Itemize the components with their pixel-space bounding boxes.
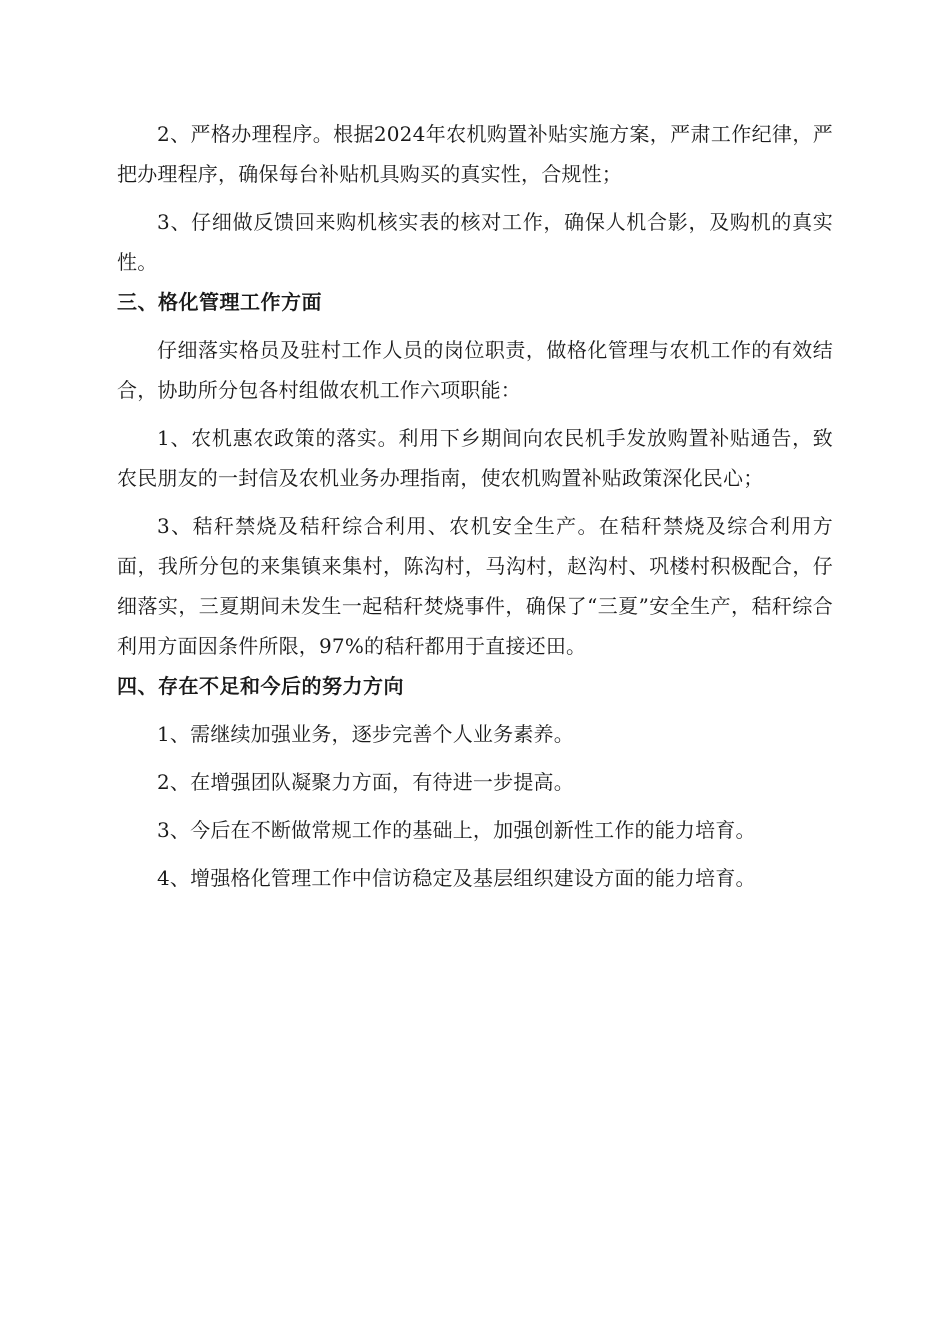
section3-item: 1、农机惠农政策的落实。利用下乡期间向农民机手发放购置补贴通告，致农民朋友的一封信及农机业务办理指南，使农机购置补贴政策深化民心； <box>117 426 833 490</box>
paragraph-procedure: 2、严格办理程序。根据2024年农机购置补贴实施方案，严肃工作纪律，严把办理程序，确保每台补贴机具购买的真实性，合规性； <box>117 122 833 186</box>
paragraph-verification: 3、仔细做反馈回来购机核实表的核对工作，确保人机合影，及购机的真实性。 <box>117 210 833 274</box>
section3-intro: 仔细落实格员及驻村工作人员的岗位职责，做格化管理与农机工作的有效结合，协助所分包各村组做农机工作六项职能： <box>117 338 833 402</box>
section-heading-shortcomings: 四、存在不足和今后的努力方向 <box>117 674 404 698</box>
document-page <box>117 114 833 898</box>
section4-item: 2、在增强团队凝聚力方面，有待进一步提高。 <box>157 770 574 794</box>
section3-item: 3、秸秆禁烧及秸秆综合利用、农机安全生产。在秸秆禁烧及综合利用方面，我所分包的来集镇来集村，陈沟村，马沟村，赵沟村、巩楼村积极配合，仔细落实，三夏期间未发生一起秸秆焚烧事件，确保了“三夏”安全生产，秸秆综合利用方面因条件所限，97%的秸秆都用于直接还田。 <box>117 514 833 658</box>
section4-item: 3、今后在不断做常规工作的基础上，加强创新性工作的能力培育。 <box>157 818 756 842</box>
section4-item: 4、增强格化管理工作中信访稳定及基层组织建设方面的能力培育。 <box>157 866 756 890</box>
section4-item: 1、需继续加强业务，逐步完善个人业务素养。 <box>157 722 574 746</box>
section-heading-grid-management: 三、格化管理工作方面 <box>117 290 322 314</box>
